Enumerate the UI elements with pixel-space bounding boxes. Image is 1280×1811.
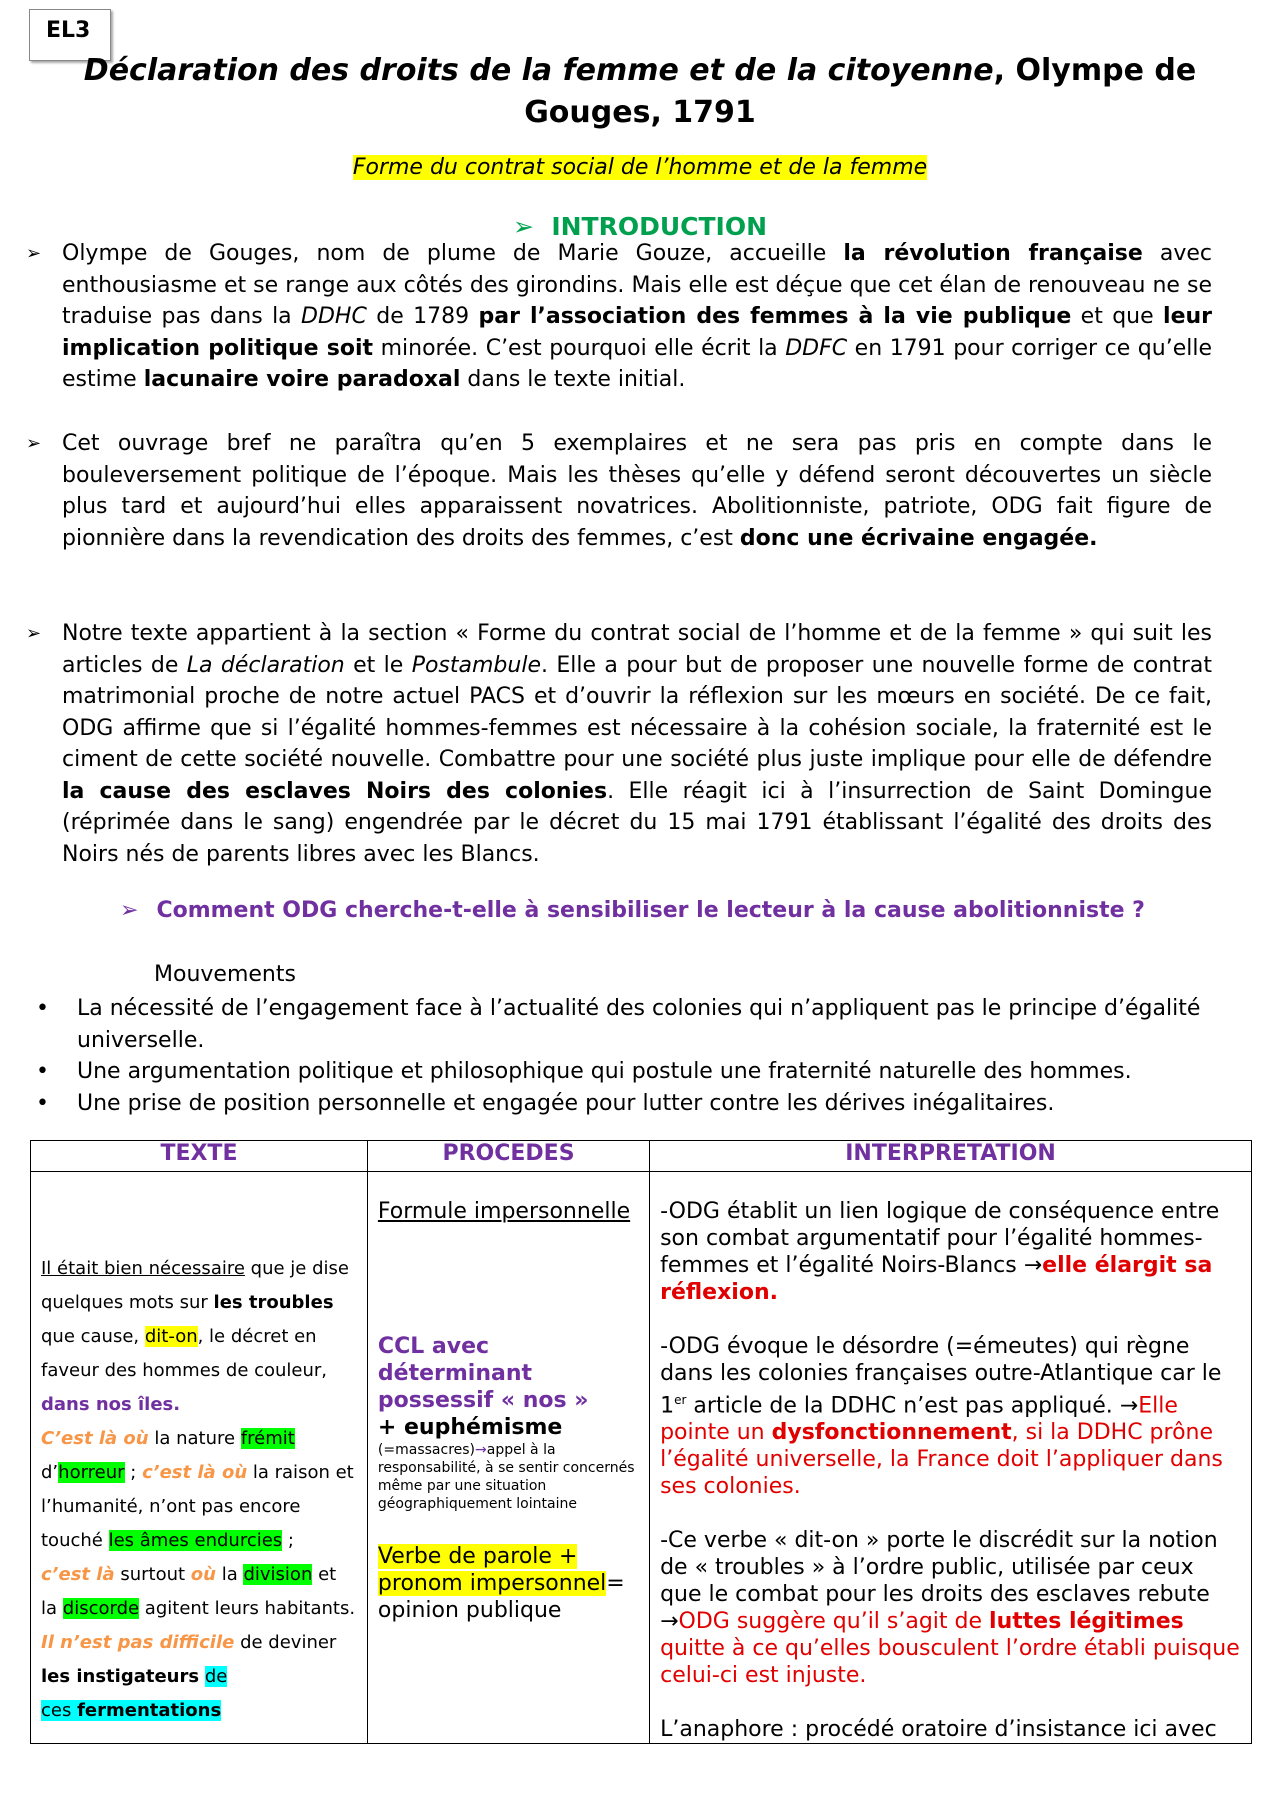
arrow-icon: →: [475, 1442, 487, 1458]
movements-label: Mouvements: [154, 962, 296, 987]
page-title: Déclaration des droits de la femme et de la citoyenne, Olympe de Gouges, 1791: [83, 53, 1197, 130]
analysis-table: [30, 1140, 1252, 1744]
intro-paragraph-2: Cet ouvrage bref ne paraîtra qu’en 5 exemplaires et ne sera pas pris en compte dans le bouleversement politique de l’époque. Mais les thèses qu’elle y défend seront découvertes un siècle plus tard et aujourd’hui elles apparaissent novatrices. Abolitionniste, patriote, ODG fait figure de pionnière dans la revendication des droits des femmes, c’est donc une écrivaine engagée.: [62, 431, 1212, 551]
column-header-interpretation: INTERPRETATION: [650, 1141, 1252, 1172]
cell-procedes: Formule impersonnelle CCL avec déterminant possessif « nos » + euphémisme (=massacres)→appel à la responsabilité, à se sentir concernés même par une situation géographiquement lointaine Verbe de parole + pronom impersonnel= opinion publique: [367, 1172, 649, 1744]
document-tag: EL3: [29, 9, 111, 61]
arrow-icon: ➢: [512, 212, 534, 241]
cell-interpretation: -ODG établit un lien logique de conséquence entre son combat argumentatif pour l’égalité hommes-femmes et l’égalité Noirs-Blancs →elle élargit sa réflexion. -ODG évoque le désordre (=émeutes) qui règne dans les colonies françaises outre-Atlantique car le 1er article de la DDHC n’est pas appliqué. →Elle pointe un dysfonctionnement, si la DDHC prône l’égalité universelle, la France doit l’appliquer dans ses colonies. -Ce verbe « dit-on » porte le discrédit sur la notion de « troubles » à l’ordre public, utilisée par ceux que le combat pour les droits des esclaves rebute →ODG suggère qu’il s’agit de luttes légitimes quitte à ce qu’elles bousculent l’ordre établi puisque celui-ci est injuste. L’anaphore : procédé oratoire d’insistance ici avec: [650, 1172, 1252, 1744]
column-header-procedes: PROCEDES: [367, 1141, 649, 1172]
arrow-bullet-icon: ➢: [26, 623, 42, 644]
subtitle: Forme du contrat social de l’homme et de la femme: [352, 155, 928, 180]
arrow-icon: ➢: [120, 898, 139, 923]
arrow-icon: →: [660, 1609, 679, 1635]
list-item: La nécessité de l’engagement face à l’actualité des colonies qui n’appliquent pas le principe d’égalité universelle.: [77, 996, 1201, 1053]
arrow-bullet-icon: ➢: [26, 433, 42, 454]
list-item: Une prise de position personnelle et engagée pour lutter contre les dérives inégalitaires.: [77, 1090, 1055, 1116]
arrow-bullet-icon: ➢: [26, 243, 42, 264]
intro-heading: ➢ INTRODUCTION: [512, 212, 768, 241]
arrow-icon: →: [1119, 1393, 1139, 1419]
problematique: ➢ Comment ODG cherche-t-elle à sensibiliser le lecteur à la cause abolitionniste ?: [120, 898, 1145, 923]
list-item: Une argumentation politique et philosophique qui postule une fraternité naturelle des hommes.: [77, 1059, 1132, 1084]
column-header-texte: TEXTE: [31, 1141, 368, 1172]
intro-paragraph-1: Olympe de Gouges, nom de plume de Marie Gouze, accueille la révolution française avec enthousiasme et se range aux côtés des girondins. Mais elle est déçue que cet élan de renouveau ne se traduise pas dans la DDHC de 1789 par l’association des femmes à la vie publique et que leur implication politique soit minorée. C’est pourquoi elle écrit la DDFC en 1791 pour corriger ce qu’elle estime lacunaire voire paradoxal dans le texte initial.: [62, 241, 1213, 392]
arrow-icon: →: [1023, 1253, 1043, 1278]
intro-paragraph-3: Notre texte appartient à la section « Forme du contrat social de l’homme et de la femme » qui suit les articles de La déclaration et le Postambule. Elle a pour but de proposer une nouvelle forme de contrat matrimonial proche de notre actuel PACS et d’ouvrir la réflexion sur les mœurs en société. De ce fait, ODG affirme que si l’égalité hommes-femmes est nécessaire à la cohésion sociale, la fraternité est le ciment de cette société nouvelle. Combattre pour une société plus juste implique pour elle de défendre la cause des esclaves Noirs des colonies. Elle réagit ici à l’insurrection de Saint Domingue (réprimée dans le sang) engendrée par le décret du 15 mai 1791 établissant l’égalité des droits des Noirs nés de parents libres avec les Blancs.: [62, 621, 1212, 867]
cell-texte: Il était bien nécessaire que je dise quelques mots sur les troubles que cause, dit-on, le décret en faveur des hommes de couleur, dans nos îles. C’est là où la nature frémit d’horreur ; c’est là où la raison et l’humanité, n’ont pas encore touché les âmes endurcies ; c’est là surtout où la division et la discorde agitent leurs habitants. Il n’est pas difficile de deviner les instigateurs de ces fermentations: [31, 1172, 368, 1744]
